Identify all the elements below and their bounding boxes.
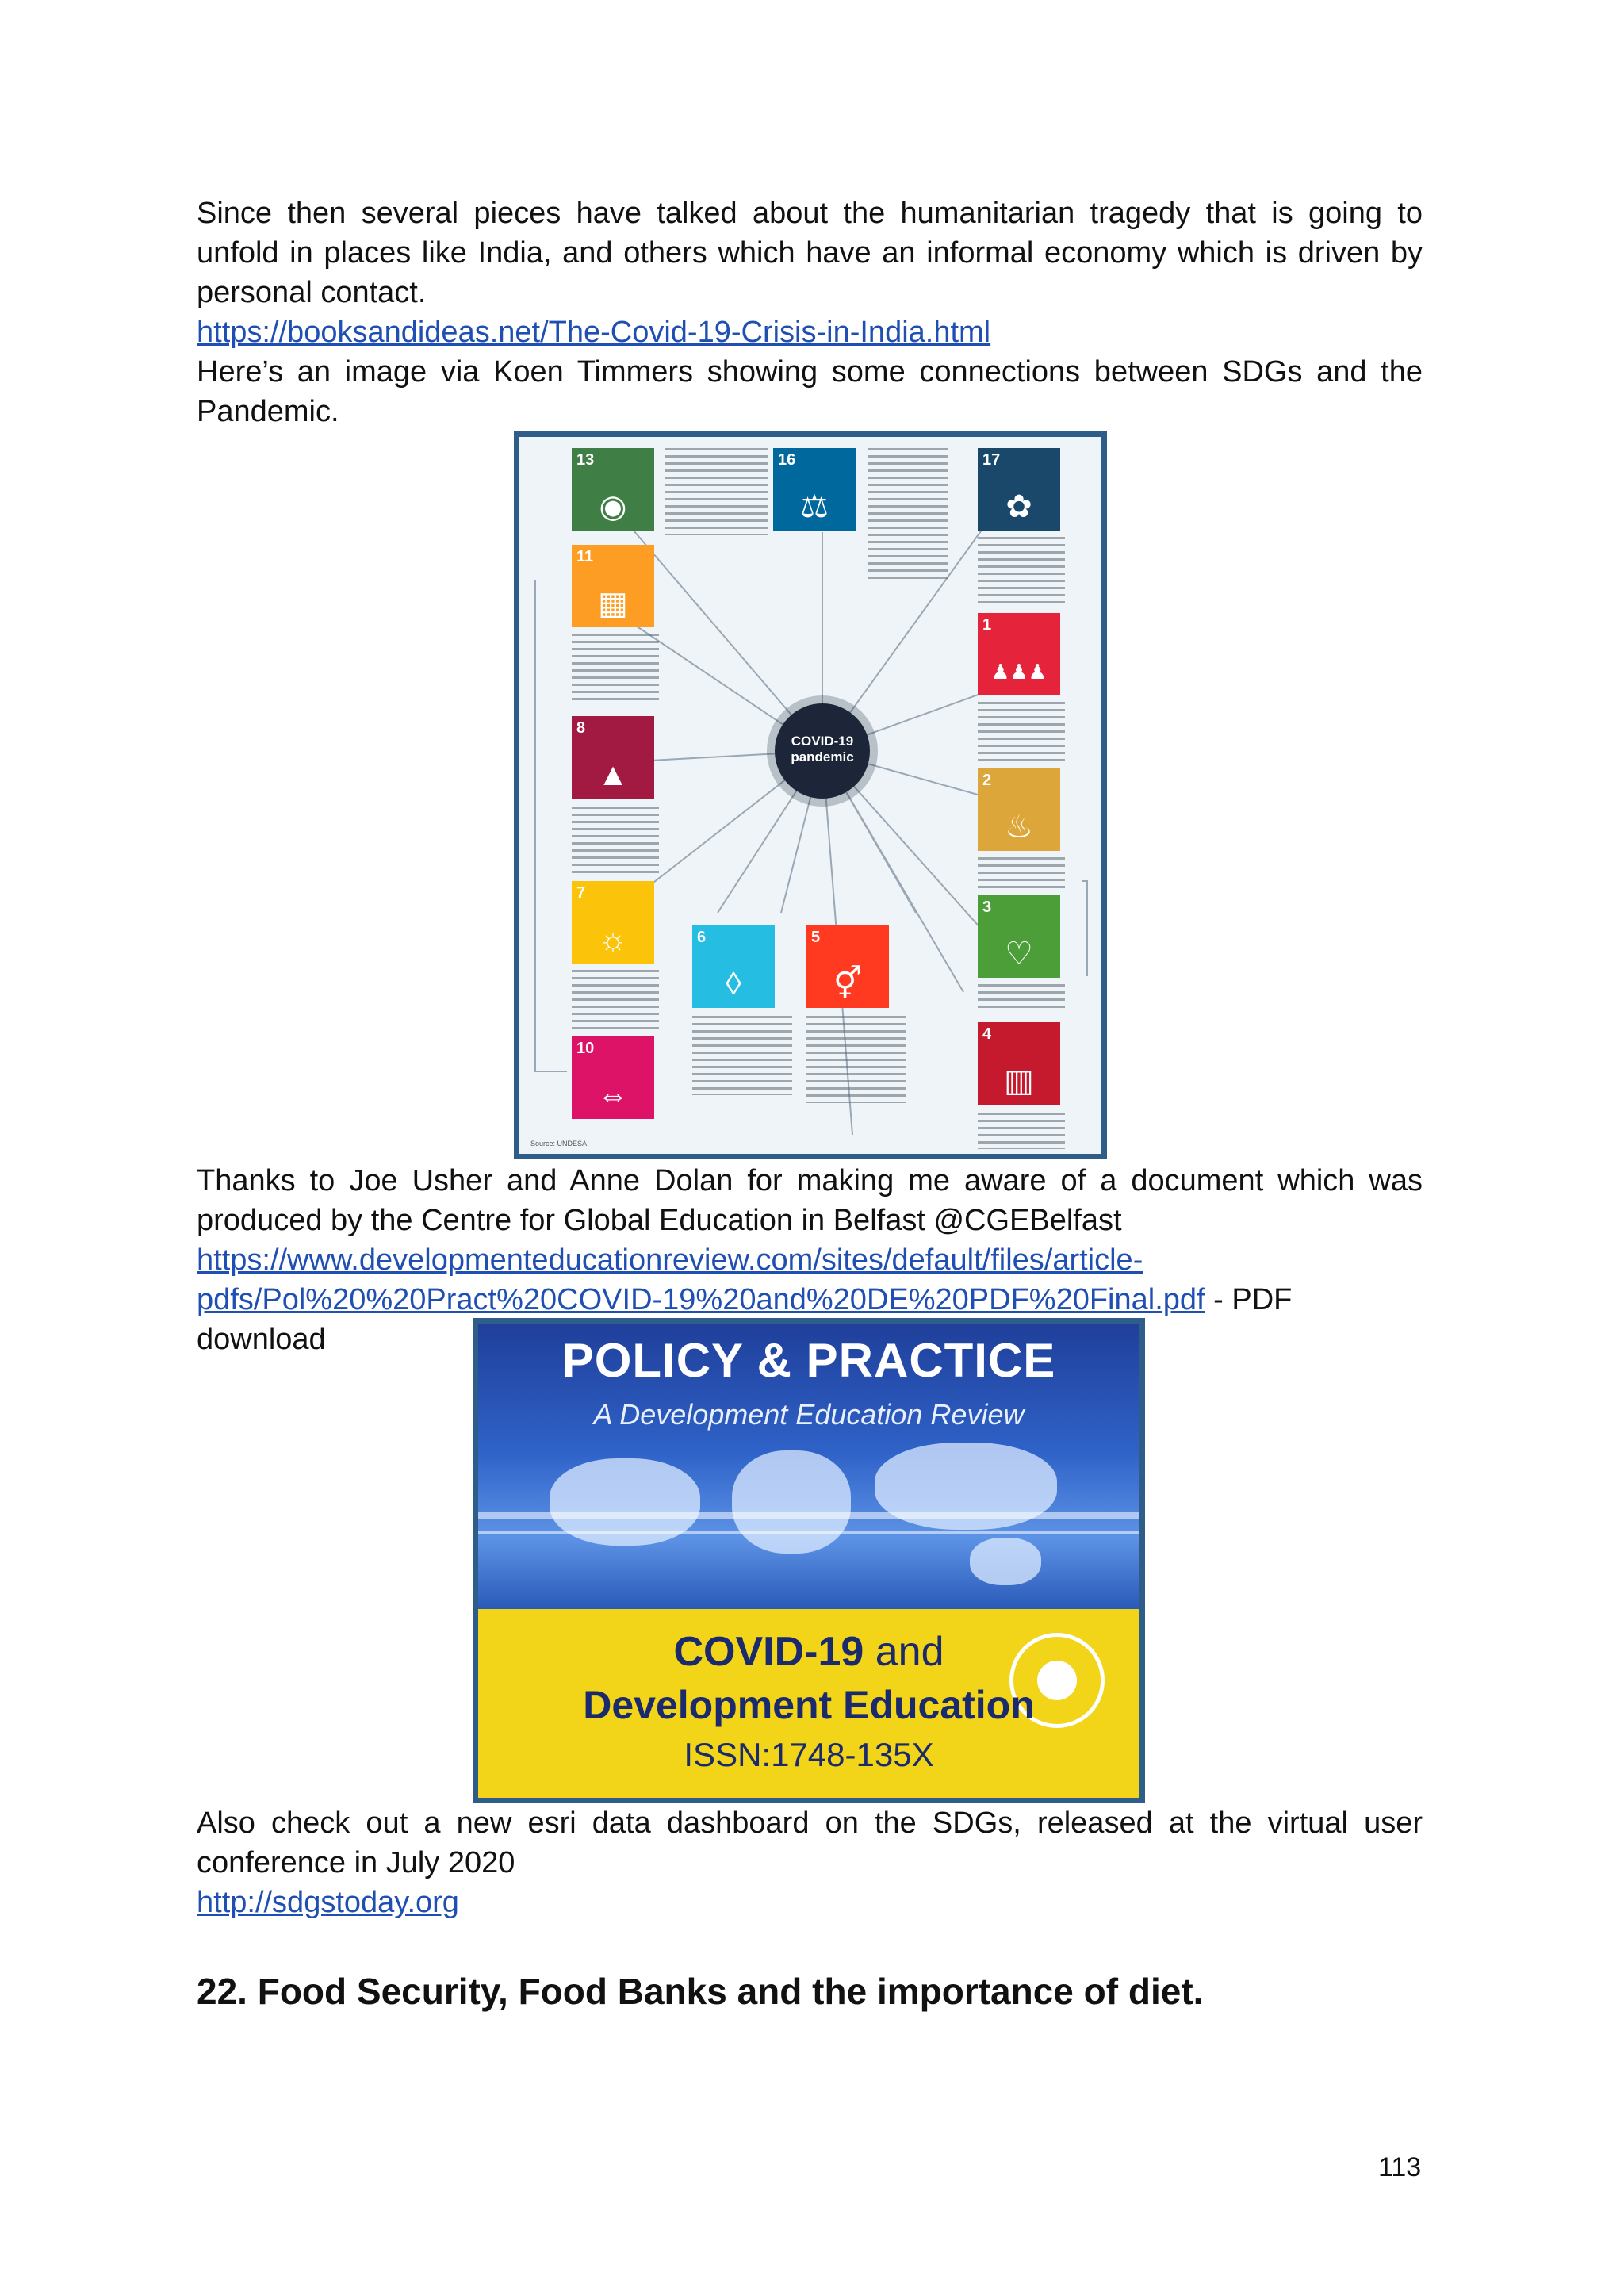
caption-lines [978, 857, 1065, 889]
sdg-icon: ▲ [597, 757, 629, 792]
sdg-tile: 10 ⇔ [572, 1036, 654, 1119]
sdg-icon: ⚥ [833, 967, 863, 1002]
section-heading: 22. Food Security, Food Banks and the importance of diet. [197, 1971, 1204, 2012]
caption-lines [978, 537, 1065, 603]
sdg-covid-infographic [514, 431, 1107, 1159]
pdf-download-label: - PDF download [197, 1283, 1293, 1356]
link-text[interactable]: http://sdgstoday.org [197, 1886, 459, 1919]
sdg-tile: 5 ⚥ [806, 925, 889, 1008]
policy-practice-cover [473, 1318, 1145, 1803]
thanks-paragraph: Thanks to Joe Usher and Anne Dolan for making me aware of a document which was produced by the Centre for Global Education in Belfast @CGEBelfast [197, 1164, 1423, 1237]
cover-topic-line1: COVID-19 and [673, 1629, 944, 1675]
sdg-tile: 13 ◉ [572, 448, 654, 531]
caption-lines [806, 1016, 906, 1103]
sdg-icon: ◉ [599, 489, 627, 524]
sdg-icon: ✿ [1005, 489, 1032, 524]
cover-top-band [478, 1324, 1139, 1609]
caption-lines [692, 1016, 792, 1095]
sdg-tile: 3 ♡ [978, 895, 1060, 978]
intro-paragraph: Since then several pieces have talked about the humanitarian tragedy that is going to unfold in places like India, and others which have an informal economy which is driven by personal contact. [197, 197, 1423, 309]
light-streak [478, 1512, 1139, 1519]
india-crisis-link[interactable] [197, 312, 1423, 352]
cover-title: POLICY & PRACTICE [561, 1334, 1056, 1387]
esri-paragraph: Also check out a new esri data dashboard on the SDGs, released at the virtual user conference in July 2020 [197, 1806, 1423, 1879]
sdg-icon: ♟♟♟ [991, 660, 1047, 684]
caption-lines [665, 448, 768, 535]
cover-topic-line2: Development Education [583, 1683, 1035, 1727]
caption-lines [572, 634, 659, 705]
sdg-tile: 4 ▥ [978, 1022, 1060, 1105]
infographic-source: Source: UNDESA [530, 1140, 588, 1148]
sdg-icon: ◊ [726, 967, 741, 1002]
sdg-tile: 16 ⚖ [773, 448, 856, 531]
sdg-icon: ▦ [598, 586, 628, 621]
caption-lines [978, 984, 1065, 1013]
cover-bottom-band [478, 1609, 1139, 1798]
sdg-tile: 6 ◊ [692, 925, 775, 1008]
link-text[interactable]: pdfs/Pol%20%20Pract%20COVID-19%20and%20DE%20PDF%20Final.pdf [197, 1283, 1205, 1316]
caption-lines [978, 1113, 1065, 1149]
sdg-tile: 2 ♨ [978, 768, 1060, 851]
caption-lines [868, 448, 948, 583]
sdg-icon: ⚖ [800, 489, 829, 524]
sdg-icon: ▥ [1004, 1063, 1034, 1098]
covid-virus-icon: COVID-19 pandemic [775, 703, 870, 799]
caption-lines [572, 807, 659, 873]
sdg-tile: 1 ♟♟♟ [978, 613, 1060, 695]
sdg-tile: 11 ▦ [572, 545, 654, 627]
sdg-tile: 8 ▲ [572, 716, 654, 799]
image-intro-paragraph: Here’s an image via Koen Timmers showing some connections between SDGs and the Pandemic. [197, 355, 1423, 428]
caption-lines [978, 702, 1065, 761]
link-text[interactable]: https://www.developmenteducationreview.com/sites/default/files/article- [197, 1243, 1143, 1277]
sdg-tile: 17 ✿ [978, 448, 1060, 531]
sdg-icon: ⇔ [597, 1078, 629, 1113]
map-landmass [732, 1450, 851, 1554]
sdg-icon: ☼ [598, 922, 628, 957]
sdgstoday-link[interactable] [197, 1883, 1423, 1922]
caption-lines [572, 970, 659, 1029]
pdf-link-line1[interactable] [197, 1240, 1423, 1280]
link-text[interactable]: https://booksandideas.net/The-Covid-19-Crisis-in-India.html [197, 316, 991, 349]
map-landmass [970, 1538, 1041, 1585]
cover-issn: ISSN:1748-135X [684, 1736, 934, 1773]
light-streak [478, 1531, 1139, 1534]
cover-subtitle: A Development Education Review [593, 1398, 1025, 1431]
sdg-tile: 7 ☼ [572, 881, 654, 964]
sdg-icon: ♡ [1005, 937, 1033, 971]
page-number: 113 [1378, 2152, 1422, 2182]
sdg-icon: ♨ [1005, 810, 1033, 845]
